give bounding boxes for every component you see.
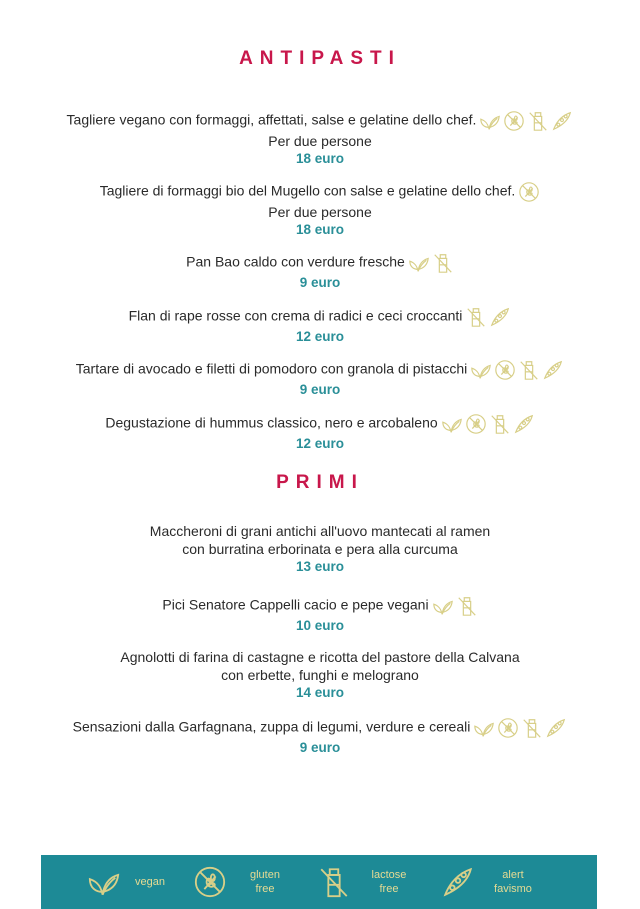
vegan-icon: [432, 595, 454, 617]
gluten-free-icon: [518, 181, 540, 203]
favism-icon: [551, 110, 573, 132]
item-description: Sensazioni dalla Garfagnana, zuppa di legumi, verdure e cereali: [72, 718, 471, 735]
vegan-icon: [441, 413, 463, 435]
lactose-free-icon: [489, 413, 511, 435]
menu-item: [0, 306, 640, 346]
section-title: ANTIPASTI: [239, 48, 401, 69]
menu-item: [0, 359, 640, 399]
favism-icon: [513, 413, 535, 435]
diet-icons: [479, 110, 573, 132]
lactose-free-icon: [432, 252, 454, 274]
item-description: Pici Senatore Cappelli cacio e pepe vegani: [162, 596, 429, 613]
item-description: Tagliere vegano con formaggi, affettati, salse e gelatine dello chef.: [66, 111, 477, 128]
item-price: 14 euro: [295, 685, 345, 700]
item-description: con erbette, funghi e melograno: [221, 667, 419, 683]
item-price: 10 euro: [295, 618, 345, 633]
favism-icon: [542, 359, 564, 381]
legend-label: vegan: [135, 876, 165, 888]
menu-item: [0, 717, 640, 757]
diet-icons: [518, 181, 540, 203]
menu-item: [0, 522, 640, 576]
item-price: 9 euro: [299, 382, 341, 397]
menu-item: [0, 110, 640, 168]
lactose-free-icon: [465, 306, 487, 328]
lactose-free-icon: [527, 110, 549, 132]
diet-icons: [432, 595, 478, 617]
item-price: 12 euro: [295, 329, 345, 344]
vegan-icon: [408, 252, 430, 274]
vegan-icon: [87, 865, 121, 899]
item-price: 18 euro: [295, 151, 345, 166]
menu-item: [0, 252, 640, 292]
item-description: Degustazione di hummus classico, nero e arcobaleno: [105, 414, 438, 431]
menu-item: [0, 181, 640, 239]
gluten-free-icon: [193, 865, 227, 899]
item-price: 13 euro: [295, 559, 345, 574]
legend-label: gluten free: [249, 869, 280, 895]
gluten-free-icon: [465, 413, 487, 435]
favism-icon: [489, 306, 511, 328]
favism-icon: [441, 865, 475, 899]
diet-icons: [408, 252, 454, 274]
item-price: 9 euro: [299, 275, 341, 290]
item-description: Tagliere di formaggi bio del Mugello con salse e gelatine dello chef.: [99, 182, 516, 199]
lactose-free-icon: [518, 359, 540, 381]
menu-item: [0, 648, 640, 702]
item-price: 9 euro: [299, 740, 341, 755]
gluten-free-icon: [497, 717, 519, 739]
item-description: Per due persone: [268, 204, 372, 220]
legend-label: lactose free: [371, 869, 407, 895]
legend-label: alert favismo: [494, 869, 532, 895]
favism-icon: [545, 717, 567, 739]
item-description: con burratina erborinata e pera alla curcuma: [182, 541, 458, 557]
item-description: Per due persone: [268, 133, 372, 149]
lactose-free-icon: [456, 595, 478, 617]
item-description: Agnolotti di farina di castagne e ricotta del pastore della Calvana: [120, 649, 520, 665]
item-description: Flan di rape rosse con crema di radici e ceci croccanti: [128, 307, 463, 324]
item-description: Pan Bao caldo con verdure fresche: [186, 253, 405, 270]
diet-icons: [441, 413, 535, 435]
gluten-free-icon: [503, 110, 525, 132]
item-price: 12 euro: [295, 436, 345, 451]
item-price: 18 euro: [295, 222, 345, 237]
item-description: Tartare di avocado e filetti di pomodoro con granola di pistacchi: [75, 360, 468, 377]
vegan-icon: [479, 110, 501, 132]
legend-bar: [41, 855, 597, 909]
diet-icons: [473, 717, 567, 739]
section-title: PRIMI: [276, 472, 364, 493]
gluten-free-icon: [494, 359, 516, 381]
vegan-icon: [473, 717, 495, 739]
item-description: Maccheroni di grani antichi all'uovo mantecati al ramen: [149, 523, 491, 539]
menu-item: [0, 413, 640, 453]
lactose-free-icon: [521, 717, 543, 739]
diet-icons: [465, 306, 511, 328]
vegan-icon: [470, 359, 492, 381]
lactose-free-icon: [317, 865, 351, 899]
diet-icons: [470, 359, 564, 381]
menu-item: [0, 595, 640, 635]
